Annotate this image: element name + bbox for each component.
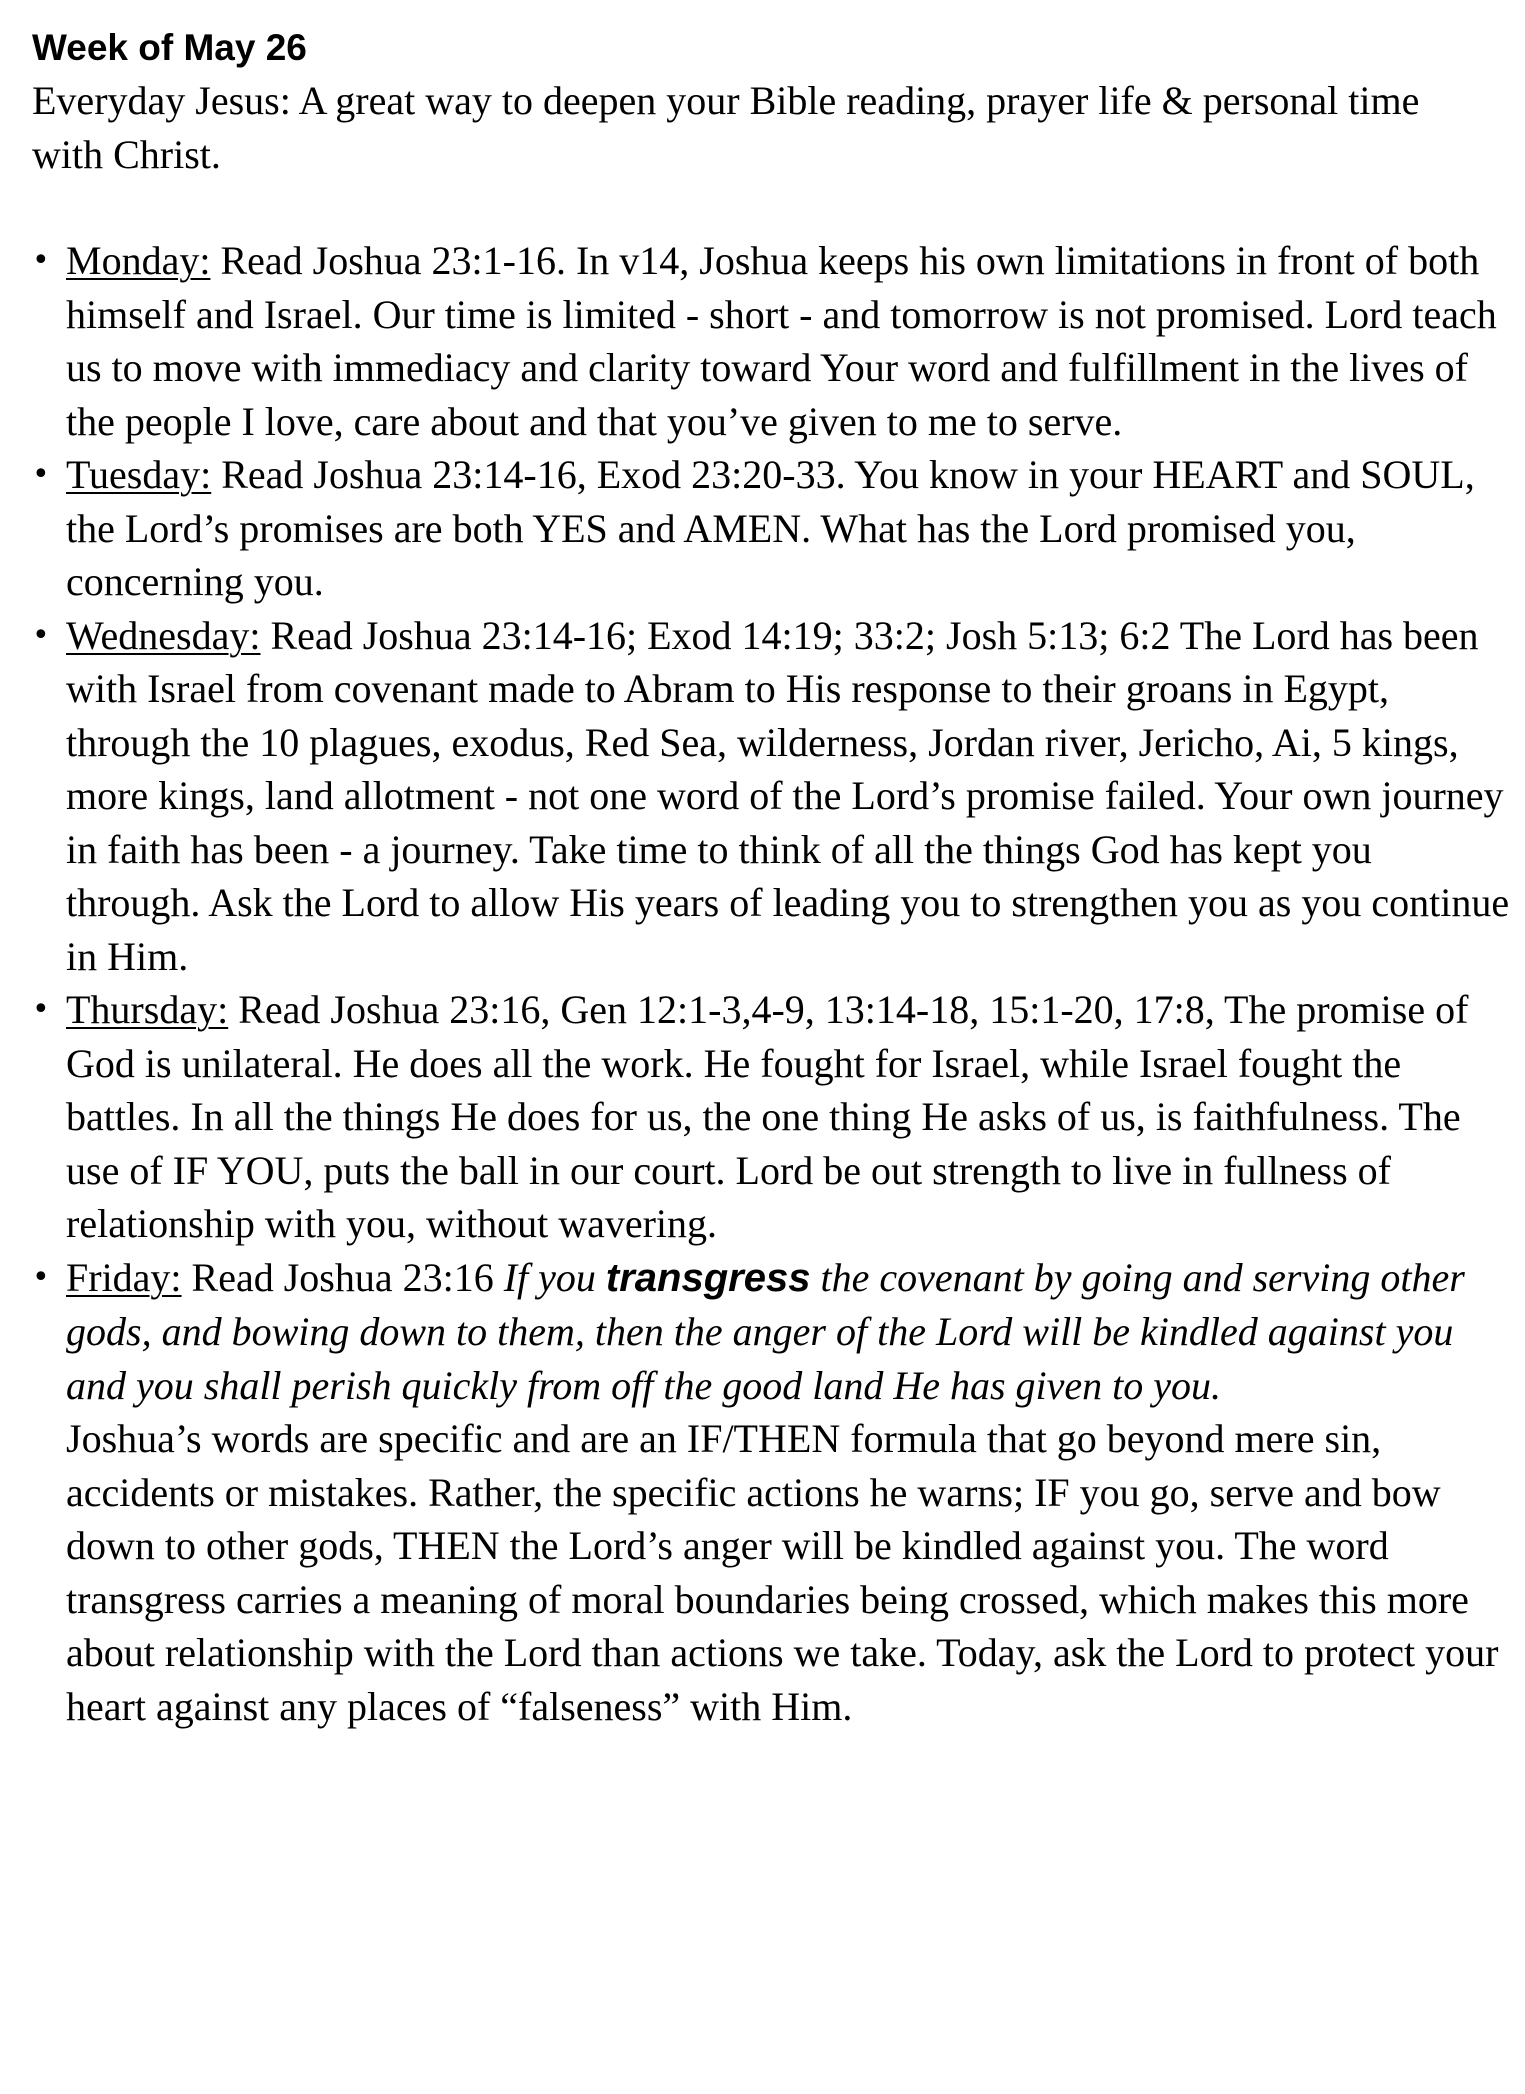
day-text: Read Joshua 23:14-16; Exod 14:19; 33:2; Josh 5:13; 6:2 The Lord has been with Israel from covenant made to Abram to His response to their groans in Egypt, through the 10 plagues, exodus, Red Sea, wilderness, Jordan river, Jericho, Ai, 5 kings, more kings, land allotment - not one word of the Lord’s promise failed. Your own journey in faith has been - a journey. Take time to think of all the things God has kept you through. Ask the Lord to allow His years of leading you to strengthen you as you continue in Him. bbox=[66, 612, 1510, 979]
day-label: Wednesday: bbox=[66, 612, 261, 658]
document bbox=[32, 22, 1512, 1733]
day-label: Monday: bbox=[66, 238, 211, 283]
day-label: Friday: bbox=[66, 1254, 182, 1300]
bullet-icon: • bbox=[32, 992, 50, 1027]
list-item-monday bbox=[32, 234, 1512, 448]
bullet-icon: • bbox=[32, 243, 50, 278]
day-label: Thursday: bbox=[66, 987, 229, 1032]
week-title: Week of May 26 bbox=[32, 27, 307, 68]
bullet-icon: • bbox=[32, 457, 50, 492]
day-text: Read Joshua 23:14-16, Exod 23:20-33. You know in your HEART and SOUL, the Lord’s promises are both YES and AMEN. What has the Lord promised you, concerning you. bbox=[66, 452, 1475, 604]
day-label: Tuesday: bbox=[66, 452, 212, 497]
day-text: Read Joshua 23:1-16. In v14, Joshua keeps his own limitations in front of both himself and Israel. Our time is limited - short - and tomorrow is not promised. Lord teach us to move with immediacy and clarity toward Your word and fulfillment in the lives of the people I love, care about and that you’ve given to me to serve. bbox=[66, 238, 1497, 444]
list-item-tuesday bbox=[32, 448, 1512, 609]
bullet-icon: • bbox=[32, 1259, 50, 1295]
quote-emphasis: transgress bbox=[605, 1255, 811, 1300]
bullet-icon: • bbox=[32, 617, 50, 653]
day-text: Read Joshua 23:16, Gen 12:1-3,4-9, 13:14-18, 15:1-20, 17:8, The promise of God is unilateral. He does all the work. He fought for Israel, while Israel fought the battles. In all the things He does for us, the one thing He asks of us, is faithfulness. The use of IF YOU, puts the ball in our court. Lord be out strength to live in fullness of relationship with you, without wavering. bbox=[66, 987, 1469, 1246]
quote-end: the covenant by going and serving other gods, and bowing down to them, then the anger of the Lord will be kindled against you and you shall perish quickly from off the good land He has given to you. bbox=[66, 1254, 1465, 1408]
day-reading: Read Joshua 23:16 bbox=[191, 1254, 494, 1300]
list-item-friday bbox=[32, 1251, 1512, 1734]
quote-start: If you bbox=[503, 1254, 596, 1300]
list-item-wednesday bbox=[32, 609, 1512, 984]
friday-followup: Joshua’s words are specific and are an IF/THEN formula that go beyond mere sin, accidents or mistakes. Rather, the specific actions he warns; IF you go, serve and bow down to other gods, THEN the Lord’s anger will be kindled against you. The word transgress carries a meaning of moral boundaries being crossed, which makes this more about relationship with the Lord than actions we take. Today, ask the Lord to protect your heart against any places of “falseness” with Him. bbox=[66, 1416, 1499, 1729]
intro-text: Everyday Jesus: A great way to deepen your Bible reading, prayer life & personal time with Christ. bbox=[32, 78, 1420, 177]
daily-reading-list bbox=[32, 234, 1512, 1733]
list-item-thursday bbox=[32, 983, 1512, 1251]
